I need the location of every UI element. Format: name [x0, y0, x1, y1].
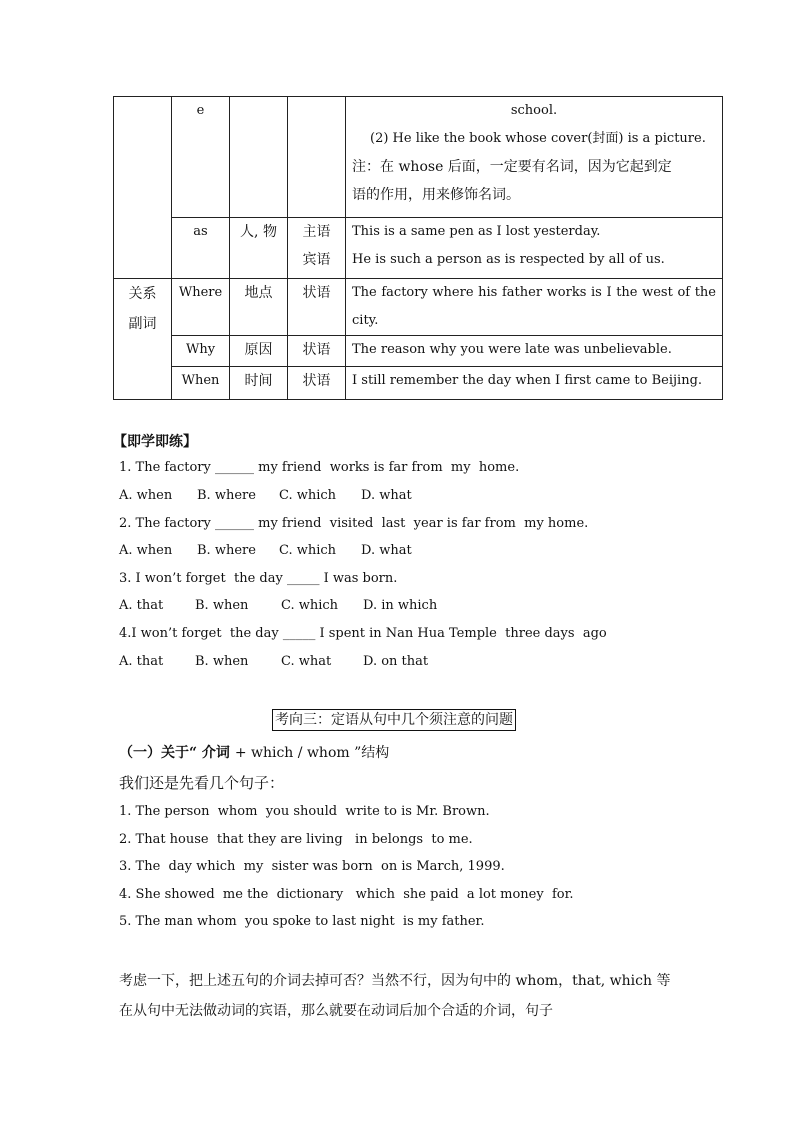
func-cell: 状语: [288, 336, 346, 367]
table-row: [114, 336, 723, 367]
example-sentence: 3. The day which my sister was born on is March, 1999.: [119, 859, 505, 874]
func-line: 宾语: [302, 252, 331, 268]
example-sentence: 4. She showed me the dictionary which she paid a lot money for.: [119, 887, 574, 902]
table-row: [114, 279, 723, 336]
word-cell: When: [172, 367, 230, 400]
relative-words-table: [113, 96, 723, 400]
subsection-title: [119, 742, 389, 762]
question-1: 1. The factory ______ my friend works is far from my home.: [119, 460, 520, 475]
example-line: (2) He like the book whose cover(封面) is a picture.: [370, 131, 706, 146]
option: C. which: [281, 598, 339, 613]
question-1-options: [119, 488, 412, 503]
option: B. where: [197, 543, 256, 558]
example-line: This is a same pen as I lost yesterday.: [352, 224, 601, 239]
subsection-title-prefix: （一）关于“ 介词: [119, 745, 235, 761]
lead-sentence: 我们还是先看几个句子：: [119, 774, 285, 792]
example-line: school.: [510, 103, 558, 118]
section-title-boxed: 考向三：定语从句中几个须注意的问题: [272, 709, 516, 731]
option: A. when: [119, 488, 173, 503]
subsection-title-rest: + which / whom ”结构: [234, 745, 390, 761]
question-2: 2. The factory ______ my friend visited last year is far from my home.: [119, 516, 589, 531]
option: C. which: [279, 543, 337, 558]
example-cell: The factory where his father works is I the west of the city.: [346, 279, 723, 336]
question-4-options: [119, 654, 428, 669]
category-label: 关系副词: [128, 286, 157, 332]
func-cell: [288, 97, 346, 218]
question-2-options: [119, 543, 412, 558]
example-cell: The reason why you were late was unbelievable.: [346, 336, 723, 367]
note-line: 语的作用，用来修饰名词。: [352, 187, 520, 203]
example-sentence: 2. That house that they are living in belongs to me.: [119, 832, 473, 847]
option: A. that: [119, 654, 164, 669]
option: D. what: [361, 543, 412, 558]
table-row: [114, 97, 723, 218]
explanation-paragraph: 考虑一下，把上述五句的介词去掉可否？当然不行，因为句中的 whom，that, which 等在从句中无法做动词的宾语，那么就要在动词后加个合适的介词，句子: [119, 973, 671, 1019]
func-cell: [288, 218, 346, 279]
word-cell: e: [172, 97, 230, 218]
example-line: He is such a person as is respected by all of us.: [352, 252, 665, 267]
option: D. on that: [363, 654, 429, 669]
example-cell: I still remember the day when I first came to Beijing.: [346, 367, 723, 400]
example-cell: [346, 97, 723, 218]
table-row: [114, 367, 723, 400]
category-cell-blank: [114, 97, 172, 279]
ref-cell: 原因: [230, 336, 288, 367]
ref-cell: [230, 97, 288, 218]
question-4: 4.I won’t forget the day _____ I spent in Nan Hua Temple three days ago: [119, 626, 607, 641]
func-line: 主语: [302, 224, 331, 240]
example-cell: [346, 218, 723, 279]
question-3: 3. I won’t forget the day _____ I was born.: [119, 571, 398, 586]
word-cell: as: [172, 218, 230, 279]
option: D. in which: [363, 598, 438, 613]
word-cell: Where: [172, 279, 230, 336]
word-cell: Why: [172, 336, 230, 367]
option: B. when: [195, 598, 249, 613]
option: B. where: [197, 488, 256, 503]
question-3-options: [119, 598, 437, 613]
func-cell: 状语: [288, 367, 346, 400]
ref-cell: 人, 物: [230, 218, 288, 279]
example-sentence: 1. The person whom you should write to is Mr. Brown.: [119, 804, 490, 819]
table-row: [114, 218, 723, 279]
category-cell: [114, 279, 172, 400]
option: C. what: [281, 654, 332, 669]
practice-title: 【即学即练】: [113, 434, 197, 450]
note-line: 注：在 whose 后面，一定要有名词，因为它起到定: [352, 159, 672, 175]
option: A. when: [119, 543, 173, 558]
func-cell: 状语: [288, 279, 346, 336]
option: B. when: [195, 654, 249, 669]
ref-cell: 地点: [230, 279, 288, 336]
option: A. that: [119, 598, 164, 613]
option: D. what: [361, 488, 412, 503]
option: C. which: [279, 488, 337, 503]
example-sentence: 5. The man whom you spoke to last night is my father.: [119, 914, 485, 929]
ref-cell: 时间: [230, 367, 288, 400]
